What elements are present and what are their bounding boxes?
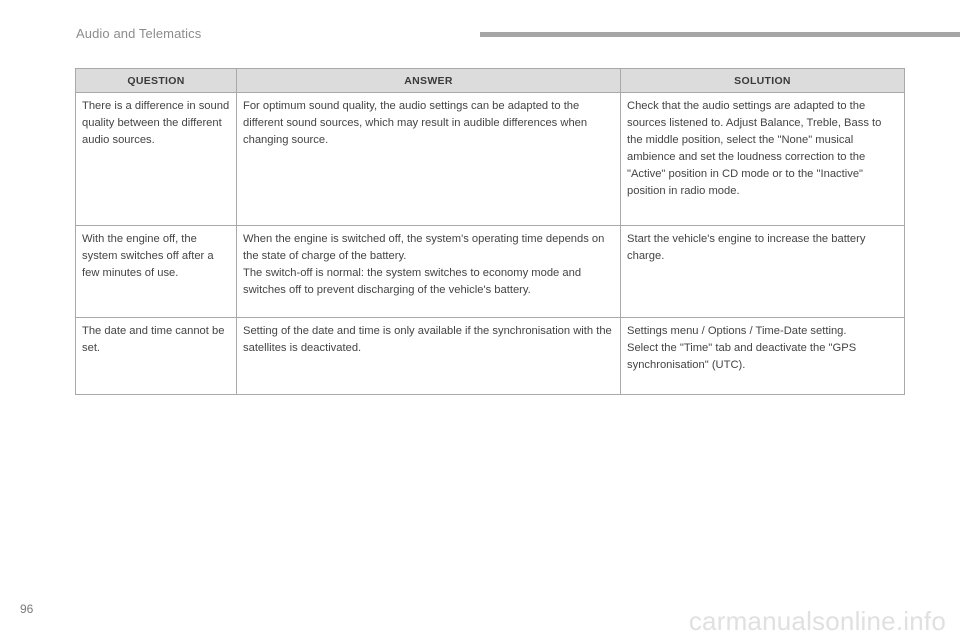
header-divider-bar	[480, 32, 960, 37]
solution-text: Settings menu / Options / Time-Date setting.	[627, 325, 847, 337]
column-header-answer: ANSWER	[237, 69, 621, 93]
table-row	[76, 226, 905, 318]
solution-text: Start the vehicle's engine to increase the battery charge.	[627, 233, 866, 262]
answer-text: For optimum sound quality, the audio settings can be adapted to the different sound sources, which may result in audible differences when changing source.	[243, 100, 588, 146]
question-cell: With the engine off, the system switches off after a few minutes of use.	[76, 226, 237, 318]
column-header-solution: SOLUTION	[621, 69, 905, 93]
faq-table	[75, 68, 905, 395]
table-header-row	[76, 69, 905, 93]
solution-cell	[621, 226, 905, 318]
solution-cell	[621, 93, 905, 226]
question-cell: There is a difference in sound quality between the different audio sources.	[76, 93, 237, 226]
solution-text: Select the "Time" tab and deactivate the "GPS synchronisation" (UTC).	[627, 342, 857, 371]
watermark: carmanualsonline.info	[688, 606, 946, 636]
answer-cell	[237, 318, 621, 395]
solution-cell	[621, 318, 905, 395]
column-header-question: QUESTION	[76, 69, 237, 93]
table-row	[76, 93, 905, 226]
answer-cell	[237, 226, 621, 318]
answer-text: The switch-off is normal: the system switches to economy mode and switches off to prevent discharging of the vehicle's battery.	[243, 267, 582, 296]
question-cell: The date and time cannot be set.	[76, 318, 237, 395]
solution-text: Check that the audio settings are adapted to the sources listened to. Adjust Balance, Treble, Bass to the middle position, select the "None" musical ambience and set the loudness correction to the "Active" position in CD mode or to the "Inactive" position in radio mode.	[627, 100, 882, 197]
answer-text: Setting of the date and time is only available if the synchronisation with the satellites is deactivated.	[243, 325, 612, 354]
section-title: Audio and Telematics	[76, 26, 202, 41]
answer-cell	[237, 93, 621, 226]
table-row	[76, 318, 905, 395]
page-number: 96	[20, 602, 34, 616]
answer-text: When the engine is switched off, the system's operating time depends on the state of charge of the battery.	[243, 233, 605, 262]
